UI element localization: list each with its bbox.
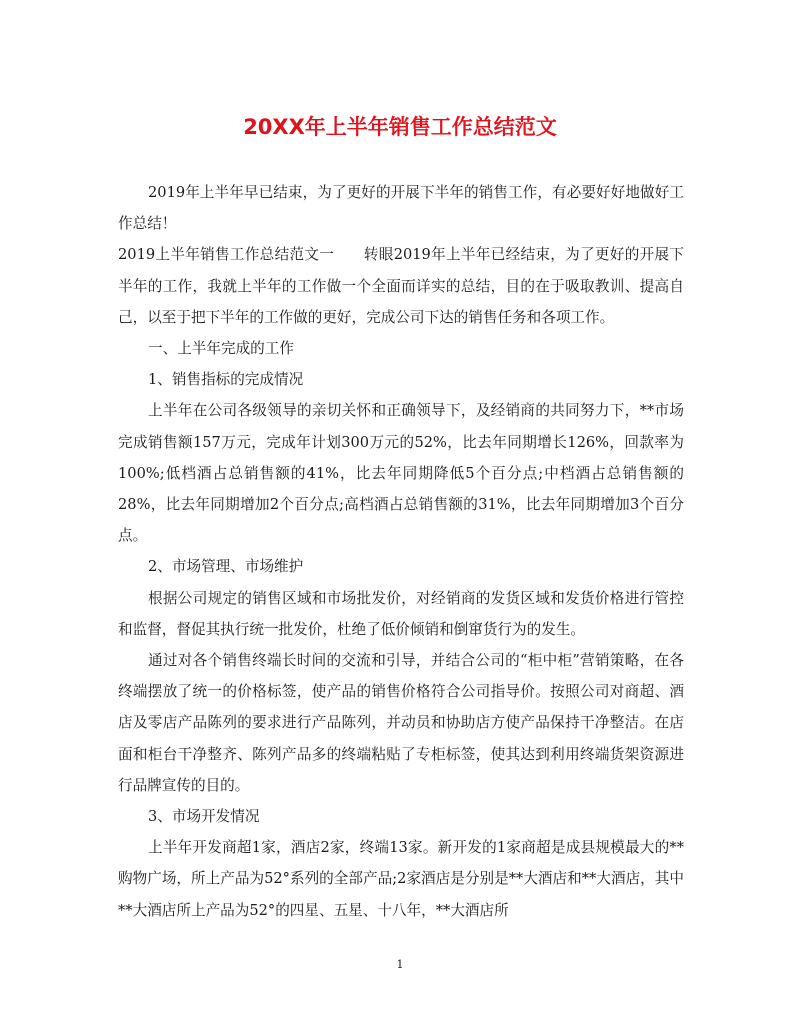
page-number: 1 [396, 958, 404, 971]
subsection-heading: 1、销售指标的完成情况 [148, 371, 304, 389]
document-title: 20XX年上半年销售工作总结范文 [243, 115, 557, 139]
market-management-paragraph: 根据公司规定的销售区域和市场批发价，对经销商的发货区域和发货价格进行管控和监督，督促其执行统一批发价，杜绝了低价倾销和倒窜货行为的发生。 [118, 589, 684, 638]
section-heading: 一、上半年完成的工作 [148, 340, 294, 358]
market-development-paragraph: 上半年开发商超1家，酒店2家，终端13家。新开发的1家商超是成县规模最大的**购物广场，所上产品为52°系列的全部产品;2家酒店是分别是**大酒店和**大酒店，其中**大酒店所上产品为52°的四星、五星、十八年，**大酒店所 [118, 839, 684, 919]
lead-paragraph: 2019上半年销售工作总结范文一 转眼2019年上半年已经结束，为了更好的开展下半年的工作，我就上半年的工作做一个全面而详实的总结，目的在于吸取教训、提高自己，以至于把下半年的工作做的更好，完成公司下达的销售任务和各项工作。 [118, 246, 684, 326]
market-maintenance-paragraph: 通过对各个销售终端长时间的交流和引导，并结合公司的“柜中柜”营销策略，在各终端摆放了统一的价格标签，使产品的销售价格符合公司指导价。按照公司对商超、酒店及零店产品陈列的要求进行产品陈列，并动员和协助店方使产品保持干净整洁。在店面和柜台干净整齐、陈列产品多的终端粘贴了专柜标签，使其达到利用终端货架资源进行品牌宣传的目的。 [118, 652, 684, 794]
subsection-heading: 2、市场管理、市场维护 [148, 558, 304, 576]
subsection-heading: 3、市场开发情况 [148, 808, 260, 826]
document-body [118, 177, 684, 926]
intro-paragraph: 2019年上半年早已结束，为了更好的开展下半年的销售工作，有必要好好地做好工作总结！ [118, 184, 684, 233]
sales-figures-paragraph: 上半年在公司各级领导的亲切关怀和正确领导下，及经销商的共同努力下，**市场完成销售额157万元，完成年计划300万元的52%，比去年同期增长126%，回款率为100%;低档酒占总销售额的41%，比去年同期降低5个百分点;中档酒占总销售额的28%，比去年同期增加2个百分点;高档酒占总销售额的31%，比去年同期增加3个百分点。 [118, 402, 684, 545]
